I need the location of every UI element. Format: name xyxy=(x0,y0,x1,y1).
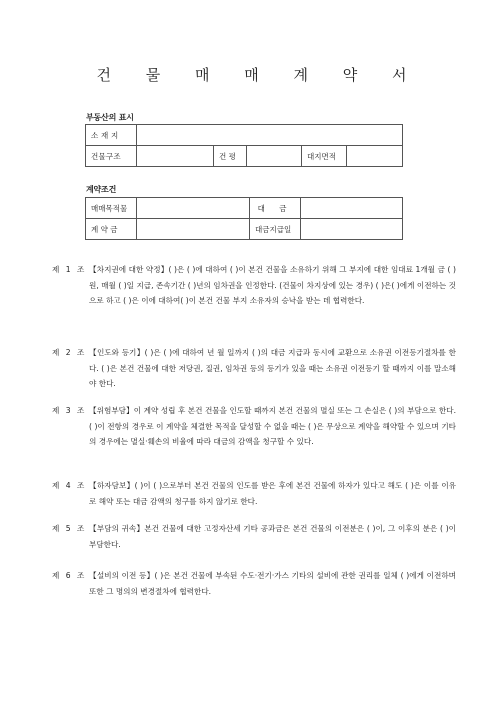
article-text: 【설비의 이전 등】( )은 본건 건물에 부속된 수도·전기·가스 기타의 설비에 관한 권리를 일체 ( )에게 이전하며 또한 그 명의의 변경절차에 협력한다. xyxy=(89,571,456,596)
payment-date-label: 대금지급일 xyxy=(250,219,301,240)
deposit-value-cell[interactable] xyxy=(137,219,250,240)
location-value-cell[interactable] xyxy=(137,125,403,146)
table-row xyxy=(86,146,403,167)
article-1 xyxy=(52,262,456,309)
structure-value-cell[interactable] xyxy=(137,146,214,167)
payment-date-value-cell[interactable] xyxy=(301,219,403,240)
article-number: 제 6 조 xyxy=(52,571,87,580)
area-label: 건 평 xyxy=(214,146,247,167)
property-section-heading: 부동산의 표시 xyxy=(86,113,134,122)
table-row xyxy=(86,219,403,240)
article-text: 【하자담보】( )이 ( )으로부터 본건 건물의 인도를 받은 후에 본건 건물에 하자가 있다고 해도 ( )은 이를 이유로 해약 또는 대금 감액의 청구를 하지 않기로 한다. xyxy=(89,481,456,506)
conditions-table xyxy=(85,197,403,240)
article-number: 제 4 조 xyxy=(52,481,87,490)
price-label: 대 금 xyxy=(250,198,301,219)
article-number: 제 3 조 xyxy=(52,406,87,415)
sale-object-label: 매매목적물 xyxy=(86,198,137,219)
land-area-label: 대지면적 xyxy=(302,146,347,167)
page-title: 건 물 매 매 계 약 서 xyxy=(96,66,422,84)
property-table xyxy=(85,124,403,167)
article-text: 【차지권에 대한 약정】( )은 ( )에 대하여 ( )이 본건 건물을 소유하기 위해 그 부지에 대한 임대료 1개월 금 ( )원, 매월 ( )일 지급, 존속기간 ( )년의 임차권을 인정한다. (건물이 차지상에 있는 경우) ( )은( )에게 이전하는 것으로 하고 ( )은 이에 대하여( )이 본건 건물 부지 소유자의 승낙을 받는 데 협력한다. xyxy=(89,265,456,305)
article-5 xyxy=(52,521,456,552)
sale-object-value-cell[interactable] xyxy=(137,198,250,219)
article-2 xyxy=(52,345,456,392)
article-text: 【인도와 등기】( )은 ( )에 대하여 년 월 일까지 ( )의 대금 지급과 동시에 교환으로 소유권 이전등기절차를 한다. ( )은 본건 건물에 대한 저당권, 질권, 임차권 등의 등기가 있을 때는 소유권 이전등기 할 때까지 이를 말소해야 한다. xyxy=(89,348,456,388)
article-number: 제 5 조 xyxy=(52,524,87,533)
article-text: 【부담의 귀속】본건 건물에 대한 고정자산세 기타 공과금은 본건 건물의 이전분은 ( )이, 그 이후의 분은 ( )이 부담한다. xyxy=(89,524,456,549)
article-3 xyxy=(52,403,456,450)
table-row xyxy=(86,125,403,146)
price-value-cell[interactable] xyxy=(301,198,403,219)
article-4 xyxy=(52,478,456,509)
article-6 xyxy=(52,568,456,599)
table-row xyxy=(86,198,403,219)
structure-label: 건물구조 xyxy=(86,146,137,167)
land-area-value-cell[interactable] xyxy=(347,146,403,167)
area-value-cell[interactable] xyxy=(247,146,302,167)
article-text: 【위험부담】이 계약 성립 후 본건 건물을 인도할 때까지 본건 건물의 멸실 또는 그 손실은 ( )의 부담으로 한다. ( )이 전항의 경우로 이 계약을 체결한 목적을 달성할 수 없을 때는 ( )은 무상으로 계약을 해약할 수 있으며 기타의 경우에는 멸실·훼손의 비율에 따라 대금의 감액을 청구할 수 있다. xyxy=(89,406,456,446)
location-label: 소 재 지 xyxy=(86,125,137,146)
article-number: 제 2 조 xyxy=(52,348,87,357)
conditions-section-heading: 계약조건 xyxy=(86,185,117,194)
article-number: 제 1 조 xyxy=(52,265,87,274)
deposit-label: 계 약 금 xyxy=(86,219,137,240)
